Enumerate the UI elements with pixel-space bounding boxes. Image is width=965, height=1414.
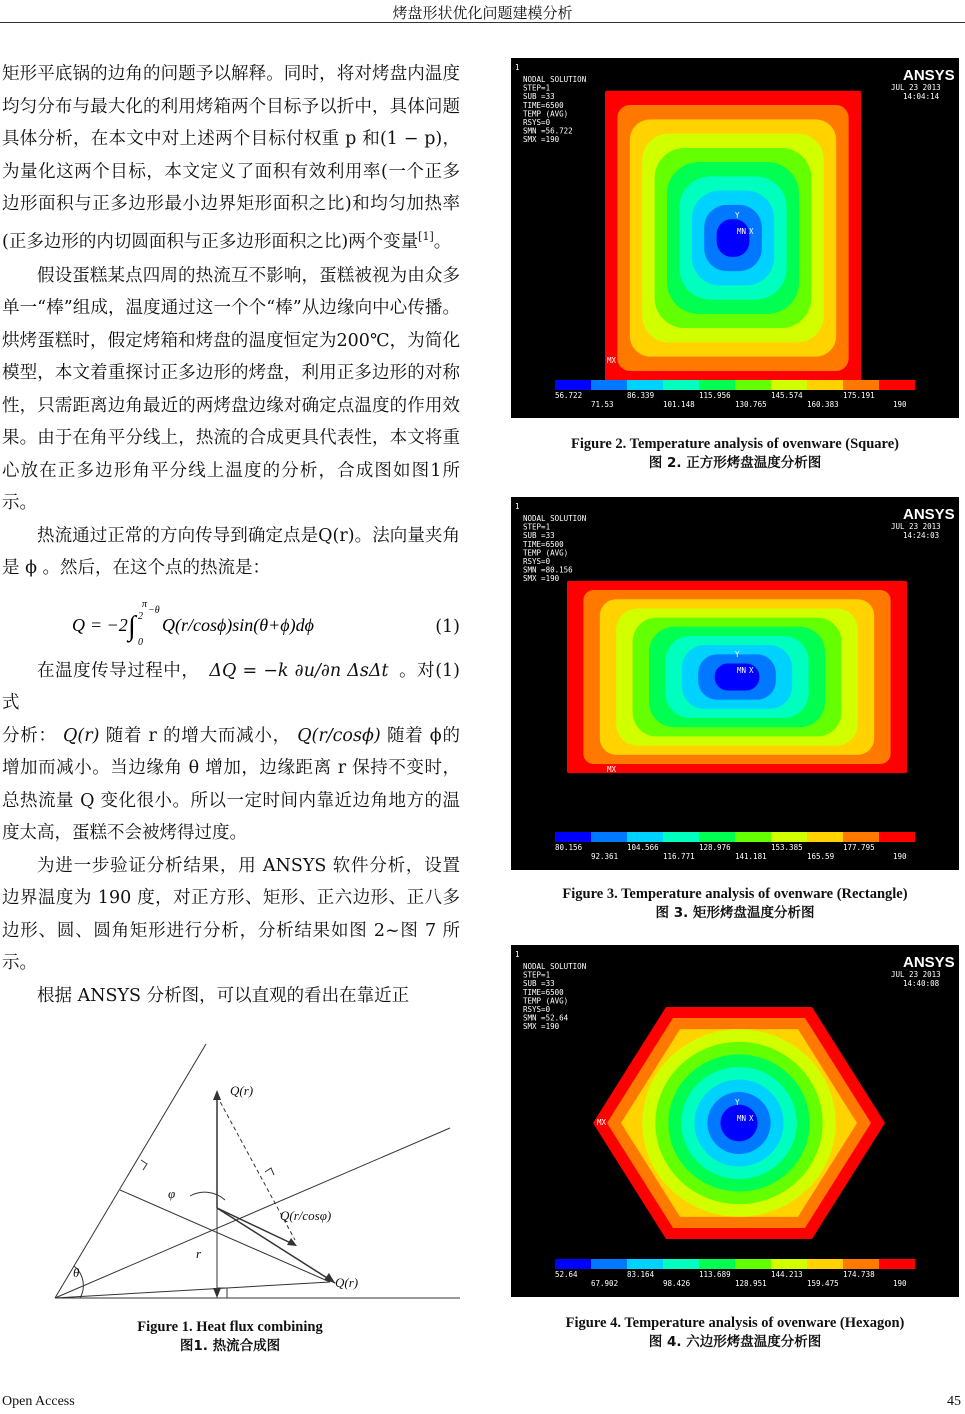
legend-swatch <box>735 1259 771 1269</box>
paragraph-6: 根据 ANSYS 分析图，可以直观的看出在靠近正 <box>37 985 410 1006</box>
figure-3-caption-en: Figure 3. Temperature analysis of ovenware (Rectangle) <box>562 886 908 902</box>
axis-x: X <box>749 666 754 675</box>
legend-label-top: 104.566 <box>627 843 659 852</box>
legend-label-bottom: 71.53 <box>591 400 614 409</box>
paragraph-3: 热流通过正常的方向传导到确定点是Q(r)。法向量夹角是 ϕ 。然后，在这个点的热流是： <box>2 525 460 579</box>
contour-band <box>720 1105 757 1142</box>
label-phi: φ <box>168 1186 176 1201</box>
legend-swatch <box>879 380 915 390</box>
arrowhead-top <box>213 1090 221 1100</box>
legend-label-bottom: 98.426 <box>663 1279 691 1288</box>
label-theta: θ <box>73 1265 80 1280</box>
mx-marker: MX <box>607 765 617 774</box>
ansys-plot-square <box>511 58 959 418</box>
figure-1-diagram <box>40 1040 460 1310</box>
legend-swatch <box>771 832 807 842</box>
legend-label-bottom: 130.765 <box>735 400 767 409</box>
mx-marker: MX <box>607 356 617 365</box>
figure-2-caption-cn: 图 2. 正方形烤盘温度分析图 <box>648 455 822 471</box>
figure-2-caption-en: Figure 2. Temperature analysis of ovenware (Square) <box>571 436 899 452</box>
info-line: RSYS=0 <box>523 557 551 566</box>
legend-swatch <box>555 380 591 390</box>
p1-end: 。 <box>433 231 452 252</box>
legend-label-bottom: 160.383 <box>807 400 839 409</box>
date-label: JUL 23 2013 <box>891 970 941 979</box>
axis-x: X <box>749 1114 754 1123</box>
svg-text:0: 0 <box>138 636 143 648</box>
p4a: 在温度传导过程中， <box>37 660 200 681</box>
date-label: JUL 23 2013 <box>891 522 941 531</box>
svg-text:Q: Q <box>72 614 85 635</box>
info-line: NODAL SOLUTION <box>523 514 587 523</box>
ansys-panel-rectangle <box>511 497 959 870</box>
p4b: 。对(1)式 <box>2 660 460 714</box>
info-line: STEP=1 <box>523 970 551 980</box>
legend-swatch <box>807 380 843 390</box>
svg-text:∫: ∫ <box>128 610 136 642</box>
figure-1-caption-cn: 图1. 热流合成图 <box>179 1338 281 1354</box>
ansys-plot-hexagon <box>511 945 959 1297</box>
figure-1-caption-en: Figure 1. Heat flux combining <box>137 1319 323 1335</box>
legend-label-top: 115.956 <box>699 391 731 400</box>
mn-marker: MN <box>737 666 747 675</box>
time-label: 14:40:08 <box>903 979 940 988</box>
figure-2-caption <box>511 435 959 473</box>
paragraph-4 <box>2 655 460 720</box>
legend-label-top: 56.722 <box>555 391 583 400</box>
legend-label-bottom: 101.148 <box>663 400 695 409</box>
legend-swatch <box>555 1259 591 1269</box>
figure-1-caption <box>40 1318 420 1356</box>
figure-4-caption-cn: 图 4. 六边形烤盘温度分析图 <box>648 1334 822 1350</box>
equation-1-number: (1) <box>435 616 460 637</box>
legend-swatch <box>879 1259 915 1269</box>
q-r-expr: Q(r) <box>56 725 106 746</box>
bisector-line <box>55 1128 450 1298</box>
figure-3-caption-cn: 图 3. 矩形烤盘温度分析图 <box>655 905 815 921</box>
ansys-panel-square <box>511 58 959 418</box>
equation-1 <box>2 591 460 649</box>
p4e: 随着 ϕ <box>387 725 442 746</box>
info-line: SUB =33 <box>523 979 555 989</box>
legend-label-bottom: 67.902 <box>591 1279 619 1288</box>
legend-swatch <box>735 832 771 842</box>
legend-label-top: 145.574 <box>771 391 803 400</box>
legend-label-top: 175.191 <box>843 391 875 400</box>
legend-label-top: 144.213 <box>771 1270 803 1279</box>
paragraph-5: 为进一步验证分析结果，用 ANSYS 软件分析，设置边界温度为 190 度，对正方形、矩形、正六边形、正八多边形、圆、圆角矩形进行分析，分析结果如图 2~图 7 所示。 <box>2 855 460 974</box>
legend-label-bottom: 128.951 <box>735 1279 767 1288</box>
info-line: SUB =33 <box>523 92 555 102</box>
legend-label-top: 52.64 <box>555 1270 578 1279</box>
paragraph-1 <box>2 58 460 258</box>
radial-line <box>55 1282 330 1298</box>
mn-marker: MN <box>737 1114 747 1123</box>
ansys-logo: ANSYS <box>903 67 955 84</box>
equation-delta-q: ΔQ = −k ∂u/∂n ΔsΔt <box>209 660 389 681</box>
legend-swatch <box>555 832 591 842</box>
legend-swatch <box>699 832 735 842</box>
svg-text:= −2: = −2 <box>90 614 128 635</box>
legend-swatch <box>807 1259 843 1269</box>
legend-label-top: 113.689 <box>699 1270 731 1279</box>
p4f: 的增加而减小。当边缘角 θ 增加，边缘距离 r 保持不变时，总热流量 Q 变化很小。所以一定时间内靠近边角地方的温度太高，蛋糕不会被烤得过度。 <box>2 725 460 844</box>
legend-swatch <box>843 832 879 842</box>
legend-swatch <box>771 1259 807 1269</box>
right-angle-mark-3 <box>265 1168 274 1175</box>
legend-label-bottom: 190 <box>893 400 907 409</box>
label-r: r <box>196 1246 202 1261</box>
info-line: STEP=1 <box>523 83 551 93</box>
svg-text:2: 2 <box>138 610 143 622</box>
info-line: RSYS=0 <box>523 118 551 127</box>
axis-y: Y <box>735 1098 740 1107</box>
arrowhead-r <box>213 1288 221 1298</box>
legend-label-top: 80.156 <box>555 843 583 852</box>
legend-swatch <box>843 1259 879 1269</box>
legend-swatch <box>627 832 663 842</box>
p1-text: 矩形平底锅的边角的问题予以解释。同时，将对烤盘内温度均匀分布与最大化的利用烤箱两个目标予以折中，具体问题具体分析，在本文中对上述两个目标付权重 p 和(1 − p)，为量化这两个目标，本文定义了面积有效利用率(一个正多边形面积与正多边形最小边界矩形面积之比)和均匀加热率(正多边形的内切圆面积与正多边形面积之比)两个变量 <box>2 64 460 252</box>
legend-swatch <box>699 1259 735 1269</box>
p4c: 分析： <box>2 725 57 746</box>
legend-label-top: 153.385 <box>771 843 803 852</box>
legend-label-top: 177.795 <box>843 843 875 852</box>
right-angle-mark-2 <box>141 1160 147 1170</box>
legend-swatch <box>591 832 627 842</box>
reference-1[interactable]: [1] <box>418 229 434 243</box>
time-label: 14:24:03 <box>903 531 940 540</box>
mx-marker: MX <box>597 1118 607 1127</box>
paragraph-4-cont <box>2 720 460 850</box>
p4d: 随着 r 的增大而减小， <box>105 725 291 746</box>
legend-label-bottom: 165.59 <box>807 852 835 861</box>
info-line: SMN =52.64 <box>523 1013 569 1023</box>
panel-number: 1 <box>515 950 520 959</box>
q-rcos-expr: Q(r/cosϕ) <box>290 725 388 746</box>
contour-plot <box>605 91 861 385</box>
info-line: SMX =190 <box>523 135 560 145</box>
info-line: TIME=6500 <box>523 100 564 110</box>
legend-swatch <box>735 380 771 390</box>
legend-label-top: 83.164 <box>627 1270 655 1279</box>
arrowhead-bottom <box>324 1273 335 1283</box>
figure-3-caption <box>511 885 959 923</box>
legend-label-bottom: 92.361 <box>591 852 619 861</box>
paragraph-2: 假设蛋糕某点四周的热流互不影响，蛋糕被视为由众多单一“棒”组成，温度通过这一个个“棒”从边缘向中心传播。烘烤蛋糕时，假定烤箱和烤盘的温度恒定为200℃，为简化模型，本文着重探讨正多边形的烤盘，利用正多边形的对称性，只需距离边角最近的两烤盘边缘对确定点温度的作用效果。由于在角平分线上，热流的合成更具代表性，本文将重心放在正多边形角平分线上温度的分析，合成图如图1所示。 <box>2 265 460 514</box>
legend-swatch <box>879 832 915 842</box>
legend-swatch <box>843 380 879 390</box>
legend-label-bottom: 159.475 <box>807 1279 839 1288</box>
legend-swatch <box>699 380 735 390</box>
svg-text:π: π <box>142 598 148 610</box>
legend-swatch <box>663 1259 699 1269</box>
axis-y: Y <box>735 650 740 659</box>
legend-swatch <box>663 380 699 390</box>
panel-number: 1 <box>515 502 520 511</box>
left-column <box>2 58 460 1012</box>
figure-4-caption-en: Figure 4. Temperature analysis of ovenware (Hexagon) <box>565 1315 905 1331</box>
info-line: SUB =33 <box>523 531 555 541</box>
info-line: RSYS=0 <box>523 1005 551 1014</box>
legend-swatch <box>591 380 627 390</box>
legend-label-top: 174.738 <box>843 1270 875 1279</box>
axis-x: X <box>749 227 754 236</box>
figure-4-caption <box>511 1314 959 1352</box>
info-line: NODAL SOLUTION <box>523 75 587 84</box>
legend-label-bottom: 190 <box>893 852 907 861</box>
legend-swatch <box>771 380 807 390</box>
footer-left: Open Access <box>2 1394 75 1409</box>
phi-arc <box>190 1192 225 1200</box>
header-rule <box>0 22 965 23</box>
equation-1-formula <box>62 591 402 651</box>
ansys-panel-hexagon <box>511 945 959 1297</box>
info-line: TEMP (AVG) <box>523 996 569 1006</box>
legend-label-bottom: 190 <box>893 1279 907 1288</box>
legend-label-top: 86.339 <box>627 391 655 400</box>
legend-label-bottom: 116.771 <box>663 852 695 861</box>
legend-swatch <box>807 832 843 842</box>
legend-swatch <box>591 1259 627 1269</box>
panel-number: 1 <box>515 63 520 72</box>
info-line: NODAL SOLUTION <box>523 962 587 971</box>
legend-swatch <box>627 1259 663 1269</box>
mn-marker: MN <box>737 227 747 236</box>
ansys-logo: ANSYS <box>903 506 955 523</box>
info-line: TIME=6500 <box>523 539 564 549</box>
label-qr-top: Q(r) <box>230 1083 254 1098</box>
svg-text:Q(r/cosϕ)sin(θ+ϕ)dϕ: Q(r/cosϕ)sin(θ+ϕ)dϕ <box>162 614 314 635</box>
page-number: 45 <box>947 1394 961 1409</box>
info-line: SMN =80.156 <box>523 565 573 575</box>
svg-text:−θ: −θ <box>148 604 160 616</box>
running-header: 烤盘形状优化问题建模分析 <box>392 4 573 22</box>
time-label: 14:04:14 <box>903 92 940 101</box>
contour-band <box>717 219 750 257</box>
ansys-plot-rectangle <box>511 497 959 870</box>
info-line: TEMP (AVG) <box>523 109 569 119</box>
legend-label-bottom: 141.181 <box>735 852 767 861</box>
perp-line <box>120 1190 330 1282</box>
legend-label-top: 128.976 <box>699 843 731 852</box>
info-line: TIME=6500 <box>523 987 564 997</box>
info-line: SMX =190 <box>523 1022 560 1032</box>
label-qr-cos: Q(r/cosφ) <box>280 1208 332 1223</box>
info-line: STEP=1 <box>523 522 551 532</box>
axis-y: Y <box>735 211 740 220</box>
contour-plot <box>567 581 907 773</box>
info-line: TEMP (AVG) <box>523 548 569 558</box>
label-qr-bottom: Q(r) <box>335 1275 359 1290</box>
info-line: SMN =56.722 <box>523 126 573 136</box>
legend-swatch <box>627 380 663 390</box>
info-line: SMX =190 <box>523 574 560 584</box>
legend-swatch <box>663 832 699 842</box>
edge-line-upper <box>55 1044 206 1298</box>
date-label: JUL 23 2013 <box>891 83 941 92</box>
contour-plot <box>593 1007 885 1239</box>
ansys-logo: ANSYS <box>903 954 955 971</box>
